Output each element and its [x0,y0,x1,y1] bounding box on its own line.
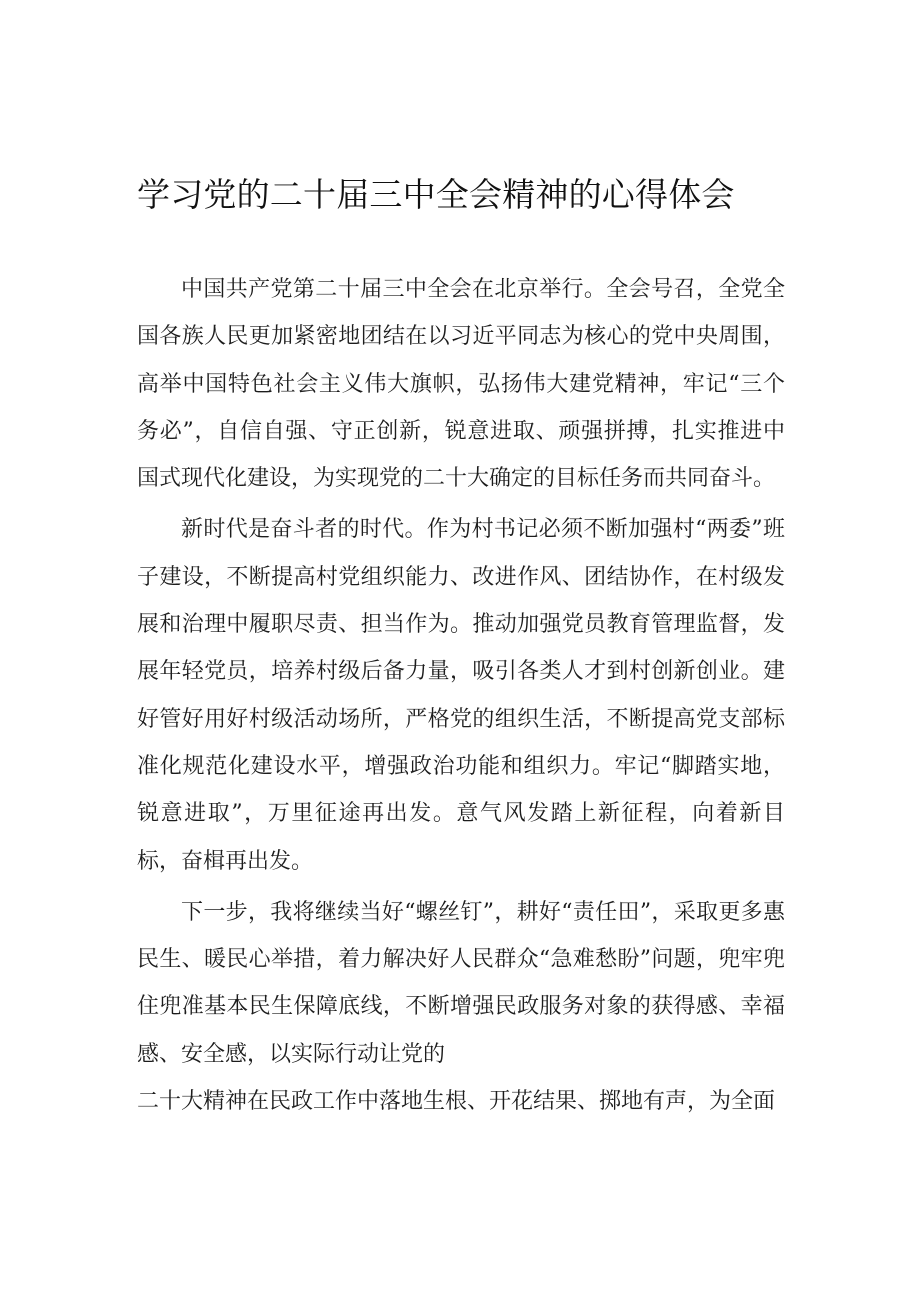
paragraph-1: 中国共产党第二十届三中全会在北京举行。全会号召，全党全国各族人民更加紧密地团结在以习近平同志为核心的党中央周围，高举中国特色社会主义伟大旗帜，弘扬伟大建党精神，牢记“三个务必”，自信自强、守正创新，锐意进取、顽强拼搏，扎实推进中国式现代化建设，为实现党的二十大确定的目标任务而共同奋斗。 [137,277,785,492]
document-body [137,266,785,1129]
paragraph-3-continuation: 二十大精神在民政工作中落地生根、开花结果、掷地有声，为全面 [137,1089,776,1115]
paragraph-2: 新时代是奋斗者的时代。作为村书记必须不断加强村“两委”班子建设，不断提高村党组织能力、改进作风、团结协作，在村级发展和治理中履职尽责、担当作为。推动加强党员教育管理监督，发展年轻党员，培养村级后备力量，吸引各类人才到村创新创业。建好管好用好村级活动场所，严格党的组织生活，不断提高党支部标准化规范化建设水平，增强政治功能和组织力。牢记“脚踏实地，锐意进取”，万里征途再出发。意气风发踏上新征程，向着新目标，奋楫再出发。 [137,517,785,874]
paragraph-3: 下一步，我将继续当好“螺丝钉”，耕好“责任田”，采取更多惠民生、暖民心举措，着力解决好人民群众“急难愁盼”问题，兜牢兜住兜准基本民生保障底线，不断增强民政服务对象的获得感、幸福感、安全感，以实际行动让党的 [137,899,785,1067]
document-title: 学习党的二十届三中全会精神的心得体会 [137,175,735,214]
